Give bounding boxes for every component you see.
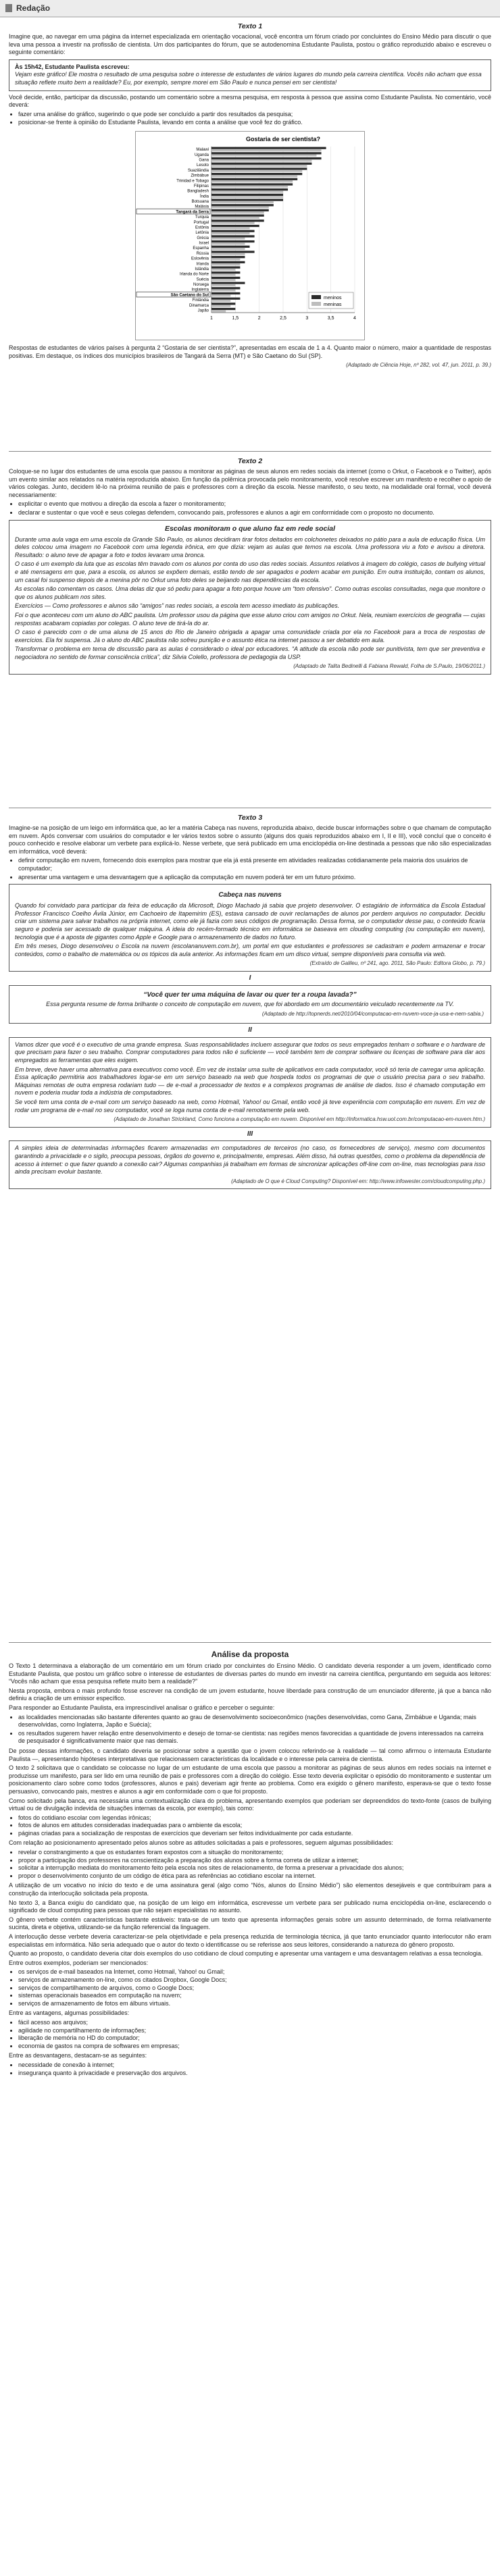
chart-bar-meninas (211, 289, 235, 291)
chart-category-label: Botsuana (191, 199, 209, 204)
chart-bar-meninos (211, 163, 311, 165)
chart-bar-meninas (211, 305, 230, 307)
text-ii-label: II (248, 1026, 252, 1034)
analise-bullets (18, 1814, 491, 1838)
analise-bullet: • insegurança quanto à privacidade e preservação dos arquivos. (18, 2070, 491, 2078)
analise-bullet: • agilidade no compartilhamento de informações; (18, 2027, 491, 2035)
chart-bar-meninos (211, 277, 240, 279)
chart-bar-meninos (211, 204, 274, 206)
text-iii-box (9, 1140, 491, 1189)
chart-bar-meninas (211, 159, 311, 161)
analise-bullet: • solicitar a interrupção mediata do monitoramento feito pela escola nos sites de relacionamento, de forma a preservar a privacidade dos alunos; (18, 1864, 491, 1872)
section-marker-icon (5, 4, 12, 12)
texto1-title: Texto 1 (237, 22, 263, 30)
science-chart (135, 131, 365, 340)
chart-bar-meninos (211, 282, 245, 284)
chart-tick-label: 1 (210, 315, 213, 321)
chart-category-label: Portugal (193, 220, 209, 225)
analise-bullet: • liberação de memória no HD do computador; (18, 2034, 491, 2043)
chart-bar-meninos (211, 167, 307, 169)
chart-category-label: Inglaterra (191, 288, 209, 292)
chart-tick-label: 3,5 (327, 315, 334, 321)
texto2-bullets (18, 500, 491, 517)
chart-bar-meninas (211, 310, 226, 312)
text-ii-source: (Adaptado de Jonathan Strickland, Como funciona a computação em nuvem. Disponível em http://informatica.hsw.uol.com.br/computacao-em-nuvem.htm.) (114, 1116, 485, 1123)
header-bar (0, 0, 500, 18)
chart-legend-label: meninos (324, 295, 342, 300)
chart-tick-label: 1,5 (232, 315, 239, 321)
analise-paragraph: Para responder ao Estudante Paulista, era imprescindível analisar o gráfico e perceber o seguinte: (9, 1704, 275, 1711)
chart-category-label: Malásia (195, 205, 209, 209)
chart-bar-meninas (211, 196, 283, 198)
texto3-bullet: • definir computação em nuvem, fornecendo dois exemplos para mostrar que ela já está presente em atividades realizadas cotidianamente pela maioria dos usuários de computador; (18, 857, 491, 872)
chart-legend-swatch (311, 302, 321, 306)
text-iii-source: (Adaptado de O que é Cloud Computing? Disponível em: http://www.infowester.com/cloudcomputing.php.) (231, 1178, 485, 1184)
cabeca-paragraph: Em três meses, Diogo desenvolveu o Escola na nuvem (escolananuvem.com.br), um portal em que estudantes e professores se cadastram e podem armazenar e trocar conteúdos, como o trabalho de matemática ou os tópicos da aula anterior. As informações ficam em um disco virtual, sempre disponíveis para consulta via web. (15, 943, 485, 957)
texto3-section (9, 813, 491, 1192)
analise-bullet: • propor a participação dos professores na conscientização a preparação dos alunos sobre a forma correta de utilizar a internet; (18, 1857, 491, 1865)
analise-bullet: • propor o desenvolvimento conjunto de um código de ética para as referências ao cotidiano escolar na internet. (18, 1872, 491, 1881)
chart-bar-meninos (211, 173, 302, 175)
analise-paragraph: Nesta proposta, embora o mais profundo fosse escrever na condição de um jovem estudante, houve liberdade para construção de um enunciador diferente, já que a banca não definiu a criação de um emissor específico. (9, 1687, 491, 1702)
analise-bullet: • serviços de armazenamento de fotos em álbuns virtuais. (18, 2000, 491, 2008)
analise-bullet: • os serviços de e-mail baseados na Internet, como Hotmail, Yahoo! ou Gmail; (18, 1968, 491, 1976)
chart-category-label: Turquia (195, 215, 209, 220)
chart-tick-label: 4 (353, 315, 356, 321)
chart-bar-meninos (211, 240, 255, 242)
texto3-bullet: • apresentar uma vantagem e uma desvantagem que a aplicação da computação em nuvem poderá ter em um futuro próximo. (18, 874, 491, 882)
chart-bar-meninas (211, 221, 255, 224)
chart-category-label: Tangará da Serra (176, 210, 209, 215)
chart-bar-meninos (211, 246, 250, 248)
chart-category-label: Malawi (196, 148, 209, 153)
chart-category-label: Bangladesh (187, 189, 209, 194)
analise-section (9, 1648, 491, 2079)
text-ii-paragraph: Vamos dizer que você é o executivo de uma grande empresa. Suas responsabilidades incluem assegurar que todos os seus empregados tenham o software e o hardware de que precisam para fazer o seu trabalho. Comprar computadores para todos não é suficiente — você também tem de comprar software ou licenças de software para dar aos empregados as ferramentas que eles exigem. (15, 1041, 485, 1064)
text-ii-paragraph: Em breve, deve haver uma alternativa para executivos como você. Em vez de instalar uma suíte de aplicativos em cada computador, você só teria de carregar uma aplicação. Essa aplicação permitiria aos trabalhadores logar-se em um serviço baseado na web que hospeda todos os programas de que o usuário precisa para o seu trabalho. Máquinas remotas de outra empresa rodariam tudo — de e-mail a processador de textos e a complexos programas de análise de dados. Isso é chamado computação em nuvem e poderia mudar toda a indústria de computadores. (15, 1066, 485, 1097)
chart-svg (136, 132, 364, 340)
chart-bar-meninas (211, 180, 293, 182)
chart-category-label: Noruega (193, 282, 209, 287)
analise-bullet: • necessidade de conexão à internet; (18, 2061, 491, 2070)
analise-paragraph: A utilização de um vocativo no início do texto e de uma assinatura geral (algo como “Nós, alunos do Ensino Médio”) são elementos desejáveis e que contribuíram para a construção da interlocução solicitada pela proposta. (9, 1882, 491, 1897)
divider (9, 451, 491, 452)
chart-category-label: Dinamarca (189, 303, 209, 308)
chart-bar-meninos (211, 251, 255, 253)
chart-category-label: Finlândia (192, 298, 209, 303)
analise-paragraph: Entre as vantagens, algumas possibilidades: (9, 2009, 130, 2017)
chart-bar-meninos (211, 194, 283, 196)
analise-paragraph: O Texto 1 determinava a elaboração de um comentário em um fórum criado por concluintes do Ensino Médio. O candidato deveria responder a um jovem, identificado como Estudante Paulista, que postou um gráfico sobre o interesse de estudantes de diversas partes do mundo em investir na carreira científica, perguntando em seguida aos leitores: “Vocês não acham que essa pesquisa reflete muito bem a realidade?” (9, 1662, 491, 1685)
analise-bullet: • as localidades mencionadas são bastante diferentes quanto ao grau de desenvolvimento socioeconômico (nações desenvolvidas, como Gana, Zimbábue e Uganda; mais desenvolvidas, como Inglaterra, Japão e Suécia); (18, 1714, 491, 1729)
analise-paragraph: Entre outros exemplos, poderiam ser mencionados: (9, 1959, 149, 1966)
forum-quote-body: Vejam este gráfico! Ele mostra o resultado de uma pesquisa sobre o interesse de estudantes de vários lugares do mundo pela carreira científica. Vocês não acham que essa situação reflete muito bem a realidade? Eu, por exemplo, sempre morei em São Paulo e nunca pensei em ser cientista! (15, 71, 482, 86)
texto2-bullet: • explicitar o evento que motivou a direção da escola a fazer o monitoramento; (18, 500, 491, 508)
chart-bar-meninos (211, 297, 240, 299)
analise-bullets (18, 1849, 491, 1880)
text-i-source: (Adaptado de http://topnerds.net/2010/04/computacao-em-nuvem-voce-ja-usa-e-nem-sabia.) (261, 1010, 484, 1017)
chart-bar-meninos (211, 152, 322, 154)
text-iii-body: A simples ideia de determinadas informações ficarem armazenadas em computadores de terceiros (no caso, os fornecedores de serviço), mesmo com documentos garantindo a privacidade e o sigilo, preocupa pessoas, órgãos do governo e, principalmente, empresas. Além disso, há outras questões, como o problema da dependência de acesso à internet: o que fazer quando a conexão cair? Algumas companhias já trabalham em formas de sincronizar aplicações off-line com on-line, mas tecnologias para isso ainda precisam evoluir bastante. (15, 1145, 485, 1176)
chart-bar-meninas (211, 211, 264, 213)
analise-paragraph: Como solicitado pela banca, era necessária uma contextualização clara do problema, apresentando exemplos que poderiam ser depreendidos do texto-fonte (casos de bullying virtual ou de divulgação indevida de situações internas da escola, por exemplo), tais como: (9, 1797, 491, 1812)
chart-bar-meninas (211, 186, 288, 188)
article-paragraph: Durante uma aula vaga em uma escola da Grande São Paulo, os alunos decidiram tirar fotos deitados em colchonetes deixados no pátio para a aula de educação física. Um deles colocou uma imagem no Facebook com uma legenda irônica, em que dizia: vejam as aulas que temos na escola. Uma professora viu a foto e avisou a diretora. Resultado: o aluno teve de apagar a foto e todos levaram uma bronca. (15, 535, 485, 558)
chart-bar-meninas (211, 284, 235, 286)
chart-bar-meninas (211, 279, 235, 281)
chart-tick-label: 3 (305, 315, 309, 321)
chart-category-label: Israel (199, 241, 209, 246)
texto2-intro: Coloque-se no lugar dos estudantes de uma escola que passou a monitorar as páginas de seus alunos em redes sociais da internet (como o Orkut, o Facebook e o Twitter), após um evento similar aos relatados na matéria reproduzida abaixo. Em função da polêmica provocada pelo monitoramento, você resolve escrever um manifesto e recolher o apoio de vários colegas. Junto, decidem lê-lo na próxima reunião de pais e professores com a direção da escola. Nesse manifesto, o seu texto, na modalidade oral formal, você deverá necessariamente: (9, 468, 491, 498)
chart-bar-meninos (211, 266, 240, 268)
chart-legend-swatch (311, 295, 321, 299)
chart-bar-meninas (211, 201, 274, 203)
forum-quote-head: Às 15h42, Estudante Paulista escreveu: (15, 63, 130, 70)
chart-caption: Respostas de estudantes de vários países à pergunta 2 “Gostaria de ser cientista?”, apresentadas em escala de 1 a 4. Quanto maior o número, maior a quantidade de respostas positivas. Em destaque, os índices dos municípios brasileiros de Tangará da Serra (MT) e São Caetano do Sul (SP). (9, 344, 491, 359)
analise-bullets (18, 1968, 491, 2007)
texto1-bullet: • posicionar-se frente à opinião do Estudante Paulista, levando em conta a análise que você fez do gráfico. (18, 119, 491, 127)
chart-bar-meninas (211, 273, 235, 275)
chart-category-label: Índia (199, 194, 209, 199)
article-paragraph: O caso é parecido com o de uma aluna de 15 anos do Rio de Janeiro obrigada a apagar uma comunidade criada por ela no Facebook para a troca de respostas de exercícios. Ela foi suspensa. Já o aluno do ABC paulista não sofreu punição e o assunto ética na internet passou a ser debatido em aula. (15, 629, 485, 643)
analise-bullet: • páginas criadas para a socialização de respostas de exercícios que deveriam ser feitos individualmente por cada estudante. (18, 1830, 491, 1838)
article-paragraph: Foi o que aconteceu com um aluno do ABC paulista. Um professor usou da página que esse aluno criou com amigos no Orkut. Nela, reuniam exercícios de geografia — cujas respostas acabaram copiadas por colegas. O aluno teve de tirá-la do ar. (15, 611, 485, 627)
texto1-task: Você decide, então, participar da discussão, postando um comentário sobre a mesma pesquisa, em resposta à pessoa que assina como Estudante Paulista. No comentário, você deverá: (9, 93, 491, 109)
analise-bullet: • fotos de alunos em atitudes consideradas inadequadas para o ambiente da escola; (18, 1822, 491, 1830)
chart-bar-meninas (211, 227, 250, 229)
texto3-title: Texto 3 (237, 814, 263, 822)
chart-bar-meninas (211, 248, 245, 250)
chart-category-label: Espanha (193, 246, 209, 251)
texto2-section (9, 456, 491, 677)
chart-category-label: São Caetano do Sul (170, 293, 209, 298)
analise-bullets (18, 2061, 491, 2077)
cabeca-paragraph: Quando foi convidado para participar da feira de educação da Microsoft, Diogo Machado já sabia que projeto desenvolver. O estagiário de informática da Escola Estadual Professor Francisco Coelho Ávila Júnior, em Cachoeiro de Itapemirim (ES), estava cansado de ouvir reclamações de alunos por perdem arquivos no computador. Decidiu criar um sistema para salvar trabalhos na própria internet, como ele já fazia com seus códigos de programação. Dessa forma, se o computador desse pau, o conteúdo ficaria seguro e poderia ser acessado de qualquer máquina. A ideia do recém-formado técnico em informática se baseava em clouding computing (ou computação em nuvem), tecnologia que é a aposta de gigantes como Apple e Google para o armazenamento de dados no futuro. (15, 902, 485, 941)
analise-bullets (18, 2019, 491, 2050)
chart-bar-meninos (211, 183, 293, 185)
chart-bar-meninos (211, 219, 264, 221)
chart-bar-meninas (211, 165, 307, 167)
analise-bullet: • economia de gastos na compra de softwares em empresas; (18, 2043, 491, 2051)
text-i-head: “Você quer ter uma máquina de lavar ou quer ter a roupa lavada?” (143, 991, 357, 999)
chart-bar-meninas (211, 253, 245, 255)
analise-bullet: • serviços de armazenamento on-line, como os citados Dropbox, Google Docs; (18, 1976, 491, 1984)
chart-bar-meninas (211, 170, 302, 172)
texto1-bullet: • fazer uma análise do gráfico, sugerindo o que pode ser concluído a partir dos resultados da pesquisa; (18, 111, 491, 119)
chart-legend-label: meninas (324, 302, 342, 307)
analise-title: Análise da proposta (211, 1650, 289, 1659)
cabeca-title: Cabeça nas nuvens (218, 891, 282, 899)
chart-category-label: Rússia (196, 251, 209, 256)
chart-bar-meninos (211, 292, 240, 294)
divider (9, 1642, 491, 1643)
chart-category-label: Zimbábue (191, 174, 209, 178)
chart-bar-meninas (211, 258, 240, 260)
page-title: Redação (16, 3, 51, 13)
chart-bar-meninos (211, 261, 245, 263)
chart-bar-meninos (211, 147, 326, 149)
chart-bar-meninas (211, 232, 250, 234)
analise-paragraph: O gênero verbete contém características bastante estáveis: trata-se de um texto que apresenta informações gerais sobre um assunto determinado, de forma relativamente sucinta, direta e objetiva, utilizando-se da função referencial da linguagem. (9, 1916, 491, 1931)
text-i-box (9, 985, 491, 1024)
text-i-label: I (249, 974, 251, 982)
chart-category-label: Grécia (197, 236, 209, 240)
chart-category-label: Islândia (195, 267, 209, 271)
chart-bar-meninos (211, 230, 255, 232)
article-paragraph: Exercícios — Como professores e alunos são “amigos” nas redes sociais, a escola tem acesso imediato às publicações. (15, 602, 340, 610)
texto1-section (9, 22, 491, 369)
chart-title: Gostaria de ser cientista? (245, 135, 321, 142)
analise-paragraph: No texto 3, a Banca exigiu do candidato que, na posição de um leigo em informática, escrevesse um verbete para ser publicado numa enciclopédia on-line, esclarecendo o significado de cloud computing para pessoas que não sejam especialistas no assunto. (9, 1899, 491, 1914)
chart-category-label: Trinidad e Tobago (176, 179, 209, 184)
chart-bar-meninas (211, 300, 230, 302)
cabeca-box (9, 884, 491, 972)
text-ii-paragraph: Se você tem uma conta de e-mail com um serviço baseado na web, como Hotmail, Yahoo! ou Gmail, então você já teve experiência com computação em nuvem. Em vez de rodar um programa de e-mail no seu computador, você se loga numa conta de e-mail remotamente pela web. (15, 1099, 485, 1113)
analise-bullet: • fácil acesso aos arquivos; (18, 2019, 491, 2027)
article-paragraph: Transformar o problema em tema de discussão para as aulas é considerado o ideal por educadores. “A atitude da escola não pode ser punitivista, tem que ser preventiva e negociadora no sentido de formar consciência crítica”, diz Silvia Colello, professora de pedagogia da USP. (15, 646, 485, 660)
chart-bar-meninas (211, 206, 269, 208)
analise-paragraph: Entre as desvantagens, destacam-se as seguintes: (9, 2052, 147, 2059)
chart-category-label: Gana (199, 158, 209, 163)
chart-category-label: Estônia (195, 226, 209, 230)
text-iii-label: III (247, 1130, 253, 1138)
analise-paragraph: De posse dessas informações, o candidato deveria se posicionar sobre a questão que o jovem colocou referindo-se à realidade — tal como afirmou o internauta Estudante Paulista —, apresentando hipóteses interpretativas que relacionassem características da localidade e o interesse pela carreira de cientista. (9, 1747, 491, 1762)
chart-bar-meninos (211, 178, 297, 180)
text-i-body: Essa pergunta resume de forma brilhante o conceito de computação em nuvem, que foi abordado em um documentário veiculado recentemente na TV. (46, 1001, 454, 1008)
texto1-intro: Imagine que, ao navegar em uma página da internet especializada em orientação vocacional, você encontra um fórum criado por concluintes do Ensino Médio para discutir o que leva uma pessoa a investir na profissão de cientista. Um dos participantes do fórum, que se autodenomina Estudante Paulista, postou o gráfico reproduzido abaixo e escreveu o seguinte comentário: (9, 33, 491, 56)
chart-bar-meninos (211, 209, 269, 211)
texto2-title: Texto 2 (237, 457, 263, 465)
chart-bar-meninos (211, 256, 245, 258)
chart-bar-meninas (211, 154, 316, 156)
chart-bar-meninos (211, 188, 288, 190)
chart-bar-meninos (211, 214, 264, 216)
chart-bar-meninas (211, 217, 259, 219)
analise-paragraph: A interlocução desse verbete deveria caracterizar-se pela objetividade e pela presença reduzida de terminologia técnica, já que tanto enunciador quanto interlocutor não eram especialistas em informática. Não seria adequado que o autor do texto o identificasse ou se referisse aos seus leitores, considerando a natureza do gênero proposto. (9, 1933, 491, 1948)
article-box (9, 520, 491, 675)
article-paragraph: As escolas não comentam os casos. Uma delas diz que só pediu para apagar a foto porque houve um “tom ofensivo”. Como outras escolas consultadas, nega que monitore o que os alunos publicam nos sites. (15, 585, 485, 600)
chart-category-label: Lesoto (196, 163, 209, 168)
chart-bar-meninos (211, 303, 235, 305)
chart-tick-label: 2,5 (280, 315, 286, 321)
chart-bar-meninos (211, 199, 283, 201)
chart-category-label: Uganda (194, 153, 209, 157)
chart-bar-meninas (211, 149, 322, 151)
cabeca-source: (Extraído de Galileu, nº 241, ago. 2011, São Paulo: Editora Globo, p. 79.) (309, 960, 485, 967)
chart-bar-meninas (211, 190, 283, 192)
chart-category-label: Letônia (195, 231, 209, 236)
chart-category-label: Suécia (196, 278, 209, 282)
texto3-bullets (18, 857, 491, 881)
chart-bar-meninas (211, 242, 245, 244)
chart-category-label: Suazilândia (187, 168, 209, 173)
chart-bar-meninas (211, 237, 245, 239)
analise-bullet: • sistemas operacionais baseados em computação na nuvem; (18, 1992, 491, 2000)
analise-bullet: • fotos do cotidiano escolar com legendas irônicas; (18, 1814, 491, 1822)
chart-bar-meninos (211, 271, 240, 273)
texto3-intro: Imagine-se na posição de um leigo em informática que, ao ler a matéria Cabeça nas nuvens, reproduzida abaixo, decide buscar informações sobre o que chamam de computação em nuvem. Após conversar com usuários do computador e ler vários textos sobre o assunto (alguns dos quais reproduzidos abaixo em I, II e III), você concluí que o conceito é pouco conhecido e resolve elaborar um verbete para explicá-lo. Nesse verbete, que será publicado em uma enciclopédia on-line destinada a pessoas que não são especializadas em informática, você deverá: (9, 824, 491, 855)
chart-category-label: Japão (197, 309, 209, 313)
article-paragraph: O caso é um exemplo da luta que as escolas têm travado com os alunos por conta do uso das redes sociais. Assuntos relativos à imagem do colégio, casos de bullying virtual e até mensagens em que, para a escola, os alunos se expõem demais, estão tendo de ser apagados e podem acabar em punição. Em outra instituição, contam os alunos, um casal foi suspenso depois de a menina pôr no Orkut uma foto deles se beijando nas dependências da escola. (15, 560, 485, 583)
chart-bar-meninas (211, 294, 230, 296)
chart-category-label: Filipinas (193, 184, 209, 188)
chart-bar-meninos (211, 308, 235, 310)
article-head: Escolas monitoram o que aluno faz em rede social (164, 524, 336, 533)
chart-category-label: Eslovênia (191, 257, 209, 261)
chart-bar-meninas (211, 269, 235, 271)
chart-category-label: Irlanda (196, 262, 209, 267)
chart-bar-meninos (211, 225, 259, 227)
chart-tick-label: 2 (257, 315, 261, 321)
chart-bar-meninas (211, 263, 240, 265)
analise-paragraph: Quanto ao proposto, o candidato deveria citar dois exemplos do uso cotidiano de cloud computing e apresentar uma vantagem e uma desvantagem relativas a essa tecnologia. (9, 1950, 483, 1957)
text-ii-box (9, 1037, 491, 1128)
analise-bullet: • revelar o constrangimento a que os estudantes foram expostos com a situação do monitoramento; (18, 1849, 491, 1857)
texto1-source: (Adaptado de Ciência Hoje, nº 282, vol. 47, jun. 2011, p. 39.) (346, 362, 491, 369)
analise-bullet: • os resultados sugerem haver relação entre desenvolvimento e desejo de tornar-se cientista: nas regiões menos favorecidas a quantidade de jovens interessados na carreira de pesquisador é significativamente maior que nas demais. (18, 1730, 491, 1745)
chart-bar-meninas (211, 175, 297, 177)
analise-bullet: • serviços de compartilhamento de arquivos, como o Google Docs; (18, 1984, 491, 1993)
chart-category-label: Irlanda do Norte (179, 272, 209, 277)
chart-bar-meninos (211, 235, 255, 237)
analise-bullets (18, 1714, 491, 1745)
chart-bar-meninos (211, 287, 240, 289)
texto2-bullet: • declarar e sustentar o que você e seus colegas defendem, convocando pais, professores e alunos a agir em conformidade com o proposto no documento. (18, 509, 491, 517)
forum-quote-box (9, 59, 491, 91)
analise-paragraph: Com relação ao posicionamento apresentado pelos alunos sobre as atitudes solicitadas a pais e professores, seguem algumas possibilidades: (9, 1839, 393, 1847)
analise-paragraph: O texto 2 solicitava que o candidato se colocasse no lugar de um estudante de uma escola que passou a monitorar as páginas de seus alunos em redes sociais na internet e produzisse um manifesto, para ser lido em uma reunião de pais e professores com a direção do colégio. Esse texto deveria explicitar o episódio do monitoramento e sustentar um posicionamento claro sobre como todos (professores, alunos e pais) deveriam agir frente ao problema. Como era exigido o gênero manifesto, esperava-se que o texto fosse persuasivo, convocando pais, mestres e alunos a agir em conformidade com o que foi proposto. (9, 1764, 491, 1795)
texto1-bullets (18, 111, 491, 127)
article-source: (Adaptado de Talita Bedinelli & Fabiana Rewald, Folha de S.Paulo, 19/06/2011.) (293, 663, 485, 670)
chart-bar-meninos (211, 157, 322, 159)
